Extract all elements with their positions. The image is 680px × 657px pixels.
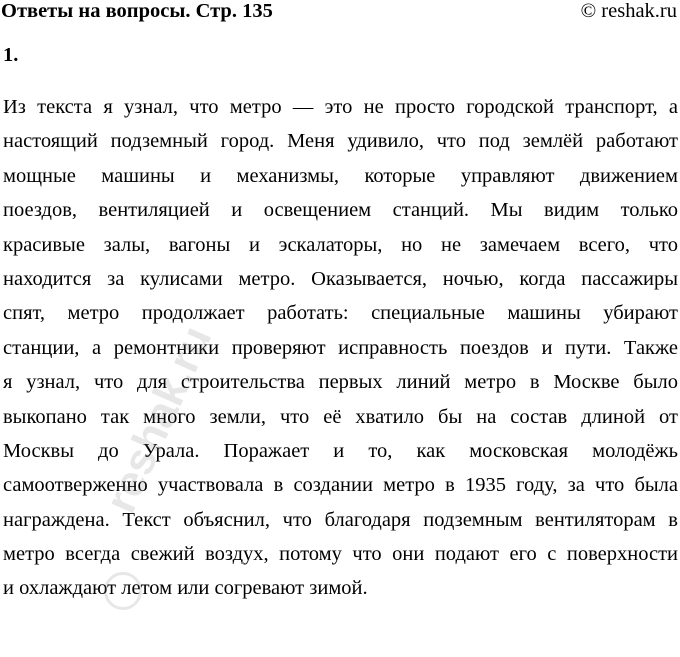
question-number: 1. bbox=[3, 44, 19, 66]
answer-line: я узнал, что для строительства первых линий метро в Москве было bbox=[3, 371, 678, 394]
answer-line: настоящий подземный город. Меня удивило, что под землёй работают bbox=[3, 130, 678, 153]
answer-line: красивые залы, вагоны и эскалаторы, но не замечаем всего, что bbox=[3, 233, 678, 256]
page-header bbox=[1, 0, 677, 24]
answer-line: мощные машины и механизмы, которые управляют движением bbox=[3, 164, 678, 187]
answer-line: спят, метро продолжает работать: специальные машины убирают bbox=[3, 302, 678, 325]
answer-line: находится за кулисами метро. Оказывается, ночью, когда пассажиры bbox=[3, 267, 678, 290]
watermark: reshak.ru bbox=[96, 319, 222, 520]
answer-line: Москвы до Урала. Поражает и то, как московская молодёжь bbox=[3, 439, 678, 462]
answer-line: награждена. Текст объяснил, что благодаря подземным вентиляторам в bbox=[3, 508, 678, 531]
answer-line: Из текста я узнал, что метро — это не просто городской транспорт, а bbox=[3, 96, 678, 118]
answer-line: самоотверженно участвовала в создании метро в 1935 году, за что была bbox=[3, 474, 678, 497]
answer-line: станции, а ремонтники проверяют исправность поездов и пути. Также bbox=[3, 336, 678, 359]
source-label: © reshak.ru bbox=[580, 0, 677, 22]
page-title: Ответы на вопросы. Стр. 135 bbox=[1, 0, 273, 22]
answer-line: метро всегда свежий воздух, потому что они подают его с поверхности bbox=[3, 543, 678, 566]
answer-line: и охлаждают летом или согревают зимой. bbox=[3, 577, 368, 600]
answer-line: поездов, вентиляцией и освещением станций. Мы видим только bbox=[3, 199, 678, 222]
answer-text bbox=[3, 90, 678, 606]
answer-line: выкопано так много земли, что её хватило бы на состав длиной от bbox=[3, 405, 678, 428]
